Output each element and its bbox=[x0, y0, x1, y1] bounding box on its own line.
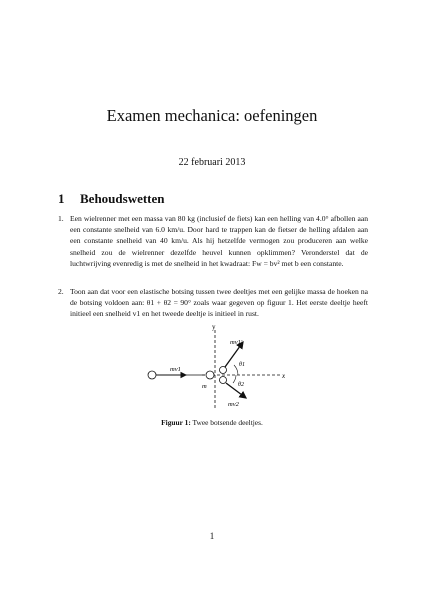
caption-label: Figuur 1: bbox=[161, 418, 191, 427]
caption-text: Twee botsende deeltjes. bbox=[192, 418, 263, 427]
label-x: x bbox=[282, 372, 286, 380]
figure-caption bbox=[0, 418, 424, 427]
exercise-label: 1. bbox=[58, 214, 64, 223]
label-mv2: mv2 bbox=[228, 401, 239, 408]
theta1-arc bbox=[234, 365, 238, 375]
exercise-2 bbox=[58, 286, 368, 320]
collision-figure bbox=[110, 322, 310, 412]
label-mv1: mv1 bbox=[170, 366, 181, 373]
theta2-arc bbox=[233, 375, 236, 383]
document-date: 22 februari 2013 bbox=[178, 157, 246, 168]
target-particle bbox=[206, 371, 214, 379]
exercise-text: Een wielrenner met een massa van 80 kg (inclusief de fiets) kan een helling van 4.0° afbollen aan een constante snelheid van 6.0 km/u. Door hard te trappen kan de fietser de helling afdalen aan een constante snelheid van 40 km/u. Als hij hetzelfde vermogen zou produceren aan welke snelheid zou de wielrenner dezelfde heuvel kunnen opklimmen? Veronderstel dat de luchtwrijving evenredig is met de snelheid in het kwadraat: Fw = bv² met b een constante. bbox=[70, 214, 368, 268]
exercise-text: Toon aan dat voor een elastische botsing tussen twee deeltjes met een gelijke massa de hoeken na de botsing voldoen aan: θ1 + θ2 = 90° zoals waar gegeven op figuur 1. Het eerste deeltje heeft initieel een snelheid v1 en het tweede deeltje is initieel in rust. bbox=[70, 287, 368, 319]
page-number: 1 bbox=[209, 531, 215, 541]
label-m: m bbox=[202, 383, 207, 390]
section-heading bbox=[58, 191, 165, 207]
scattered-particle-2 bbox=[220, 377, 227, 384]
label-y: y bbox=[212, 323, 216, 331]
label-theta2: θ2 bbox=[238, 382, 244, 388]
scattered-particle-1 bbox=[220, 367, 227, 374]
exercise-label: 2. bbox=[58, 287, 64, 296]
exercise-1 bbox=[58, 213, 368, 269]
label-mv1p: mv1' bbox=[230, 339, 243, 346]
document-title: Examen mechanica: oefeningen bbox=[106, 106, 318, 125]
section-title: Behoudswetten bbox=[80, 191, 165, 206]
incoming-particle bbox=[148, 371, 156, 379]
section-number: 1 bbox=[58, 191, 65, 206]
label-theta1: θ1 bbox=[239, 362, 245, 368]
